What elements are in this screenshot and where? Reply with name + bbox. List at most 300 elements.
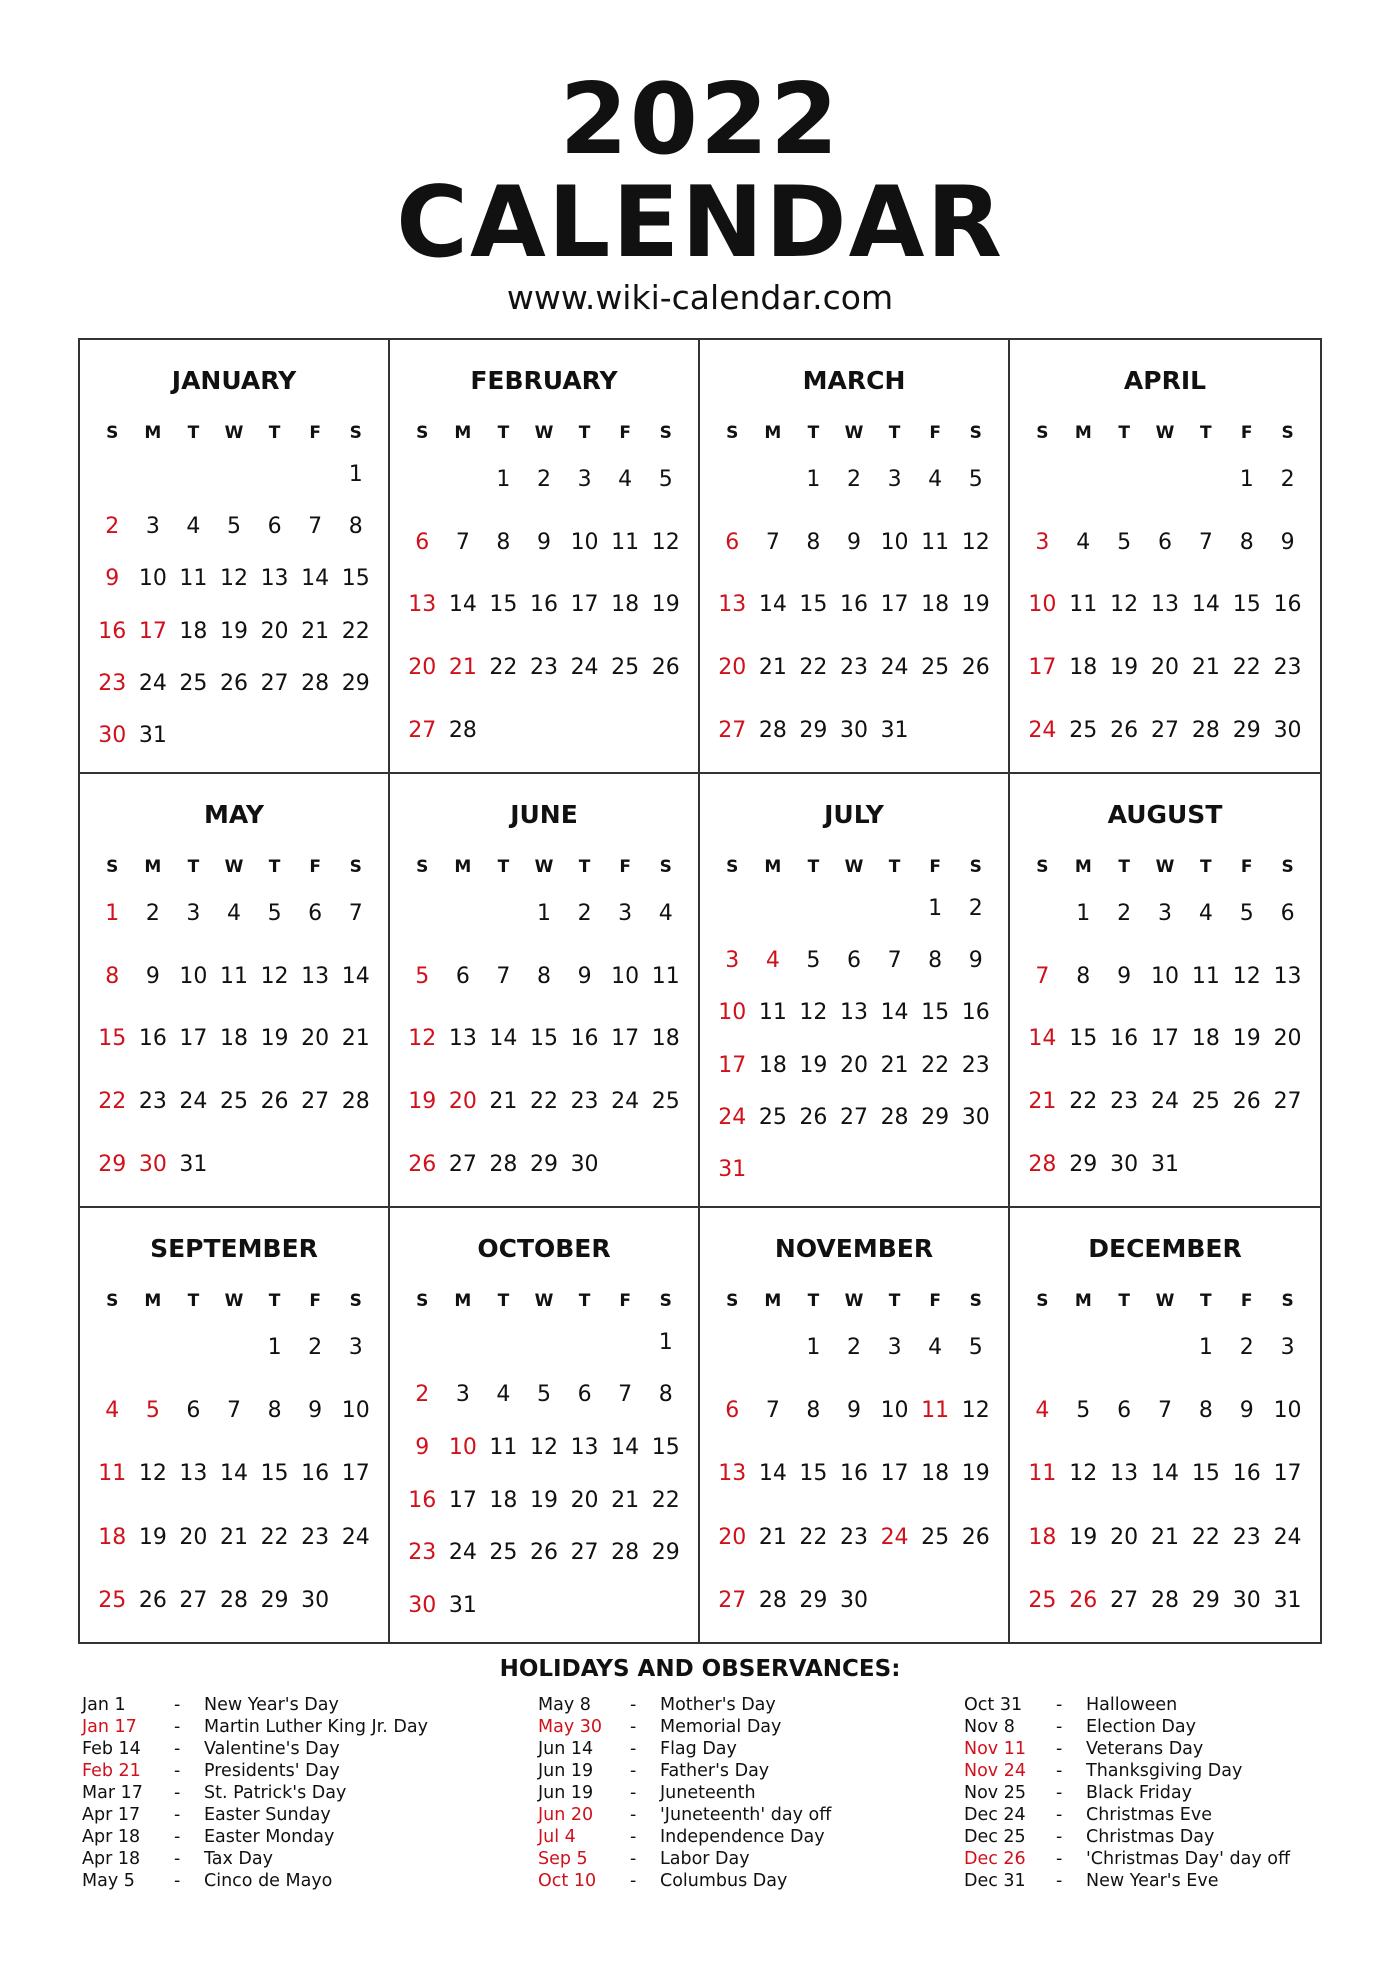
day-number: 11: [921, 1398, 950, 1424]
day-grid: [712, 1316, 996, 1632]
calendar-header: [0, 63, 1400, 318]
weekday-label: T: [807, 423, 820, 443]
empty-day: [133, 1316, 174, 1379]
day-number: 14: [758, 592, 787, 618]
day-number: 21: [448, 655, 477, 681]
day-number: 2: [1280, 466, 1295, 492]
holiday-row: [538, 1870, 938, 1892]
day-number: 14: [758, 1461, 787, 1487]
day-number: 29: [260, 1587, 289, 1613]
holiday-separator: -: [174, 1871, 181, 1891]
weekday-label: S: [1036, 423, 1049, 443]
holiday-name: Father's Day: [660, 1761, 770, 1781]
day-number: 11: [1191, 963, 1220, 989]
weekday-label: T: [497, 423, 510, 443]
holiday-separator: -: [1056, 1827, 1063, 1847]
month-april: [1010, 340, 1320, 774]
month-january: [80, 340, 390, 774]
day-number: 13: [179, 1461, 208, 1487]
weekday-label: M: [764, 1291, 782, 1311]
empty-day: [712, 448, 753, 511]
day-number: 14: [341, 963, 370, 989]
day-number: 27: [448, 1152, 477, 1178]
day-number: 20: [448, 1089, 477, 1115]
day-number: 3: [1035, 529, 1050, 555]
day-number: 28: [1191, 718, 1220, 744]
weekday-label: W: [224, 857, 244, 877]
day-number: 19: [961, 1461, 990, 1487]
day-number: 10: [570, 529, 599, 555]
holidays-column: [964, 1694, 1364, 1892]
day-number: 15: [1069, 1026, 1098, 1052]
weekday-label: T: [268, 1291, 281, 1311]
day-number: 26: [408, 1152, 437, 1178]
weekday-header: [1022, 854, 1308, 880]
day-number: 11: [651, 963, 680, 989]
empty-day: [443, 882, 484, 945]
day-number: 1: [806, 466, 821, 492]
holiday-name: Martin Luther King Jr. Day: [204, 1717, 428, 1737]
holiday-separator: -: [174, 1739, 181, 1759]
holiday-row: [964, 1738, 1364, 1760]
day-number: 17: [880, 592, 909, 618]
month-name: MAY: [204, 800, 264, 829]
holiday-separator: -: [174, 1849, 181, 1869]
day-number: 17: [1273, 1461, 1302, 1487]
month-name: JULY: [824, 800, 884, 829]
day-number: 8: [536, 963, 551, 989]
day-number: 16: [1110, 1026, 1139, 1052]
weekday-label: T: [187, 1291, 200, 1311]
weekday-label: S: [969, 1291, 982, 1311]
day-number: 26: [1110, 718, 1139, 744]
weekday-label: W: [844, 1291, 864, 1311]
holiday-date: Nov 25: [964, 1783, 1026, 1803]
day-number: 23: [408, 1540, 437, 1566]
weekday-label: S: [416, 1291, 429, 1311]
day-number: 13: [448, 1026, 477, 1052]
weekday-header: [1022, 1288, 1308, 1314]
day-number: 19: [260, 1026, 289, 1052]
day-number: 21: [219, 1524, 248, 1550]
day-number: 20: [718, 1524, 747, 1550]
weekday-label: T: [888, 857, 901, 877]
day-number: 13: [260, 566, 289, 592]
day-number: 1: [1076, 900, 1091, 926]
title-calendar: CALENDAR: [396, 166, 1004, 280]
holiday-name: Halloween: [1086, 1695, 1178, 1715]
day-number: 11: [758, 1000, 787, 1026]
holiday-separator: -: [1056, 1871, 1063, 1891]
holidays-title: HOLIDAYS AND OBSERVANCES:: [499, 1656, 901, 1682]
day-number: 3: [725, 947, 740, 973]
holiday-row: [538, 1826, 938, 1848]
day-number: 10: [880, 529, 909, 555]
month-name: DECEMBER: [1088, 1234, 1242, 1263]
day-number: 28: [758, 718, 787, 744]
weekday-label: S: [349, 857, 362, 877]
day-number: 13: [718, 1461, 747, 1487]
day-number: 17: [570, 592, 599, 618]
day-number: 24: [1150, 1089, 1179, 1115]
day-number: 13: [301, 963, 330, 989]
holiday-row: [964, 1782, 1364, 1804]
day-number: 7: [455, 529, 470, 555]
day-number: 8: [658, 1382, 673, 1408]
day-number: 27: [1273, 1089, 1302, 1115]
empty-day: [295, 448, 336, 500]
month-name: SEPTEMBER: [150, 1234, 318, 1263]
weekday-label: T: [578, 1291, 591, 1311]
holiday-date: Jun 19: [538, 1783, 594, 1803]
empty-day: [173, 1316, 214, 1379]
day-number: 6: [1117, 1398, 1132, 1424]
day-number: 27: [1110, 1587, 1139, 1613]
weekday-header: [92, 1288, 376, 1314]
day-number: 10: [880, 1398, 909, 1424]
holiday-date: Nov 11: [964, 1739, 1026, 1759]
day-number: 30: [138, 1152, 167, 1178]
day-number: 12: [408, 1026, 437, 1052]
day-number: 14: [1028, 1026, 1057, 1052]
holiday-name: Christmas Eve: [1086, 1805, 1212, 1825]
holiday-date: Apr 17: [82, 1805, 141, 1825]
day-number: 9: [308, 1398, 323, 1424]
holiday-separator: -: [630, 1695, 637, 1715]
weekday-label: W: [1155, 423, 1175, 443]
day-number: 27: [408, 718, 437, 744]
day-number: 2: [105, 513, 120, 539]
day-number: 19: [408, 1089, 437, 1115]
empty-day: [1145, 1316, 1186, 1379]
day-number: 13: [839, 1000, 868, 1026]
month-february: [390, 340, 700, 774]
day-grid: [92, 448, 376, 762]
holiday-row: [964, 1826, 1364, 1848]
day-number: 25: [98, 1587, 127, 1613]
weekday-label: W: [224, 423, 244, 443]
day-number: 26: [799, 1104, 828, 1130]
weekday-label: M: [454, 857, 472, 877]
empty-day: [753, 882, 794, 934]
day-number: 15: [341, 566, 370, 592]
day-number: 28: [758, 1587, 787, 1613]
month-name: JUNE: [510, 800, 578, 829]
weekday-label: W: [534, 857, 554, 877]
empty-day: [1022, 448, 1063, 511]
day-number: 6: [846, 947, 861, 973]
weekday-label: M: [764, 857, 782, 877]
day-number: 29: [529, 1152, 558, 1178]
day-number: 28: [880, 1104, 909, 1130]
weekday-label: T: [1200, 857, 1212, 877]
empty-day: [874, 882, 915, 934]
day-number: 31: [138, 723, 167, 749]
day-number: 6: [725, 1398, 740, 1424]
day-number: 22: [260, 1524, 289, 1550]
day-number: 2: [1239, 1335, 1254, 1361]
day-number: 13: [408, 592, 437, 618]
day-number: 21: [1191, 655, 1220, 681]
day-number: 25: [219, 1089, 248, 1115]
holiday-name: Independence Day: [660, 1827, 825, 1847]
day-number: 30: [839, 1587, 868, 1613]
day-number: 25: [489, 1540, 518, 1566]
day-number: 6: [1280, 900, 1295, 926]
weekday-label: T: [497, 1291, 510, 1311]
holiday-name: Valentine's Day: [204, 1739, 340, 1759]
day-number: 4: [658, 900, 673, 926]
weekday-label: M: [454, 423, 472, 443]
day-number: 11: [921, 529, 950, 555]
day-number: 18: [758, 1052, 787, 1078]
day-number: 4: [186, 513, 201, 539]
day-number: 17: [138, 618, 167, 644]
empty-day: [483, 882, 524, 945]
day-number: 11: [219, 963, 248, 989]
holiday-name: Cinco de Mayo: [204, 1871, 333, 1891]
weekday-label: F: [929, 423, 941, 443]
day-number: 14: [1150, 1461, 1179, 1487]
holiday-name: 'Juneteenth' day off: [660, 1805, 832, 1825]
month-october: [390, 1208, 700, 1642]
day-number: 28: [1028, 1152, 1057, 1178]
day-number: 15: [651, 1435, 680, 1461]
day-number: 25: [1191, 1089, 1220, 1115]
day-number: 9: [105, 566, 120, 592]
day-number: 15: [489, 592, 518, 618]
day-number: 2: [415, 1382, 430, 1408]
months-grid: [78, 338, 1322, 1644]
day-grid: [402, 448, 686, 762]
empty-day: [834, 882, 875, 934]
weekday-label: M: [144, 423, 162, 443]
day-number: 29: [799, 1587, 828, 1613]
day-number: 25: [611, 655, 640, 681]
day-number: 4: [928, 466, 943, 492]
day-number: 23: [138, 1089, 167, 1115]
empty-day: [712, 1316, 753, 1379]
day-number: 16: [98, 618, 127, 644]
day-number: 6: [1157, 529, 1172, 555]
holiday-row: [82, 1804, 482, 1826]
holiday-date: Oct 31: [964, 1695, 1023, 1715]
holiday-separator: -: [630, 1783, 637, 1803]
day-number: 10: [718, 1000, 747, 1026]
day-number: 2: [145, 900, 160, 926]
holiday-date: Jan 17: [82, 1717, 137, 1737]
holiday-name: St. Patrick's Day: [204, 1783, 347, 1803]
day-number: 15: [1232, 592, 1261, 618]
day-number: 31: [179, 1152, 208, 1178]
weekday-header: [402, 1288, 686, 1314]
day-number: 26: [651, 655, 680, 681]
day-number: 24: [1028, 718, 1057, 744]
day-number: 16: [961, 1000, 990, 1026]
weekday-label: W: [1155, 857, 1175, 877]
day-number: 12: [961, 529, 990, 555]
day-number: 18: [651, 1026, 680, 1052]
day-number: 23: [839, 1524, 868, 1550]
day-number: 11: [179, 566, 208, 592]
day-number: 22: [1232, 655, 1261, 681]
weekday-header: [712, 1288, 996, 1314]
day-number: 12: [1110, 592, 1139, 618]
day-number: 5: [806, 947, 821, 973]
day-number: 18: [921, 592, 950, 618]
holiday-separator: -: [630, 1761, 637, 1781]
holiday-row: [538, 1804, 938, 1826]
day-number: 22: [341, 618, 370, 644]
day-number: 13: [1110, 1461, 1139, 1487]
month-name: FEBRUARY: [470, 366, 618, 395]
day-number: 31: [1150, 1152, 1179, 1178]
holiday-name: Memorial Day: [660, 1717, 782, 1737]
holiday-name: Flag Day: [660, 1739, 737, 1759]
holiday-separator: -: [174, 1805, 181, 1825]
day-number: 3: [186, 900, 201, 926]
day-number: 6: [186, 1398, 201, 1424]
day-number: 4: [496, 1382, 511, 1408]
holiday-date: May 5: [82, 1871, 135, 1891]
empty-day: [753, 1316, 794, 1379]
day-number: 6: [577, 1382, 592, 1408]
day-number: 10: [448, 1435, 477, 1461]
day-number: 22: [489, 655, 518, 681]
holiday-row: [82, 1870, 482, 1892]
day-number: 1: [348, 461, 363, 487]
weekday-header: [402, 854, 686, 880]
day-number: 18: [921, 1461, 950, 1487]
holiday-row: [82, 1716, 482, 1738]
day-number: 2: [536, 466, 551, 492]
weekday-label: S: [416, 423, 429, 443]
day-number: 4: [105, 1398, 120, 1424]
empty-day: [133, 448, 174, 500]
month-march: [700, 340, 1010, 774]
day-number: 20: [1273, 1026, 1302, 1052]
day-number: 16: [839, 592, 868, 618]
day-number: 20: [570, 1487, 599, 1513]
day-number: 31: [448, 1593, 477, 1619]
day-number: 5: [658, 466, 673, 492]
day-number: 6: [455, 963, 470, 989]
empty-day: [173, 448, 214, 500]
day-number: 16: [1232, 1461, 1261, 1487]
day-number: 8: [1239, 529, 1254, 555]
day-number: 24: [448, 1540, 477, 1566]
day-number: 25: [921, 1524, 950, 1550]
day-number: 20: [1150, 655, 1179, 681]
day-number: 21: [1028, 1089, 1057, 1115]
day-number: 14: [611, 1435, 640, 1461]
weekday-label: S: [1281, 1291, 1294, 1311]
weekday-label: S: [659, 1291, 672, 1311]
day-number: 27: [718, 1587, 747, 1613]
day-number: 8: [105, 963, 120, 989]
day-number: 3: [455, 1382, 470, 1408]
day-number: 22: [1069, 1089, 1098, 1115]
day-number: 20: [718, 655, 747, 681]
day-number: 18: [1191, 1026, 1220, 1052]
weekday-label: W: [1155, 1291, 1175, 1311]
day-number: 26: [961, 655, 990, 681]
day-number: 25: [921, 655, 950, 681]
empty-day: [92, 1316, 133, 1379]
day-number: 20: [1110, 1524, 1139, 1550]
weekday-header: [712, 420, 996, 446]
day-number: 6: [267, 513, 282, 539]
weekday-label: M: [144, 857, 162, 877]
weekday-label: T: [888, 423, 901, 443]
day-number: 14: [489, 1026, 518, 1052]
day-number: 12: [799, 1000, 828, 1026]
month-name: OCTOBER: [477, 1234, 611, 1263]
day-number: 23: [98, 670, 127, 696]
day-number: 20: [408, 655, 437, 681]
holiday-separator: -: [174, 1827, 181, 1847]
day-number: 17: [448, 1487, 477, 1513]
empty-day: [605, 1316, 646, 1369]
day-number: 23: [529, 655, 558, 681]
day-number: 24: [718, 1104, 747, 1130]
day-number: 4: [1198, 900, 1213, 926]
day-number: 14: [880, 1000, 909, 1026]
day-number: 14: [301, 566, 330, 592]
day-number: 19: [138, 1524, 167, 1550]
holiday-row: [964, 1804, 1364, 1826]
empty-day: [1063, 1316, 1104, 1379]
day-number: 8: [496, 529, 511, 555]
day-grid: [1022, 882, 1308, 1196]
day-number: 22: [921, 1052, 950, 1078]
day-number: 7: [1157, 1398, 1172, 1424]
day-number: 1: [1239, 466, 1254, 492]
month-june: [390, 774, 700, 1208]
day-number: 5: [1239, 900, 1254, 926]
weekday-label: W: [534, 1291, 554, 1311]
empty-day: [1185, 448, 1226, 511]
day-number: 10: [611, 963, 640, 989]
holiday-row: [82, 1826, 482, 1848]
holiday-separator: -: [174, 1695, 181, 1715]
holiday-name: Columbus Day: [660, 1871, 788, 1891]
day-number: 7: [618, 1382, 633, 1408]
day-number: 26: [138, 1587, 167, 1613]
weekday-label: F: [619, 423, 631, 443]
day-number: 20: [839, 1052, 868, 1078]
holiday-separator: -: [1056, 1849, 1063, 1869]
day-grid: [712, 882, 996, 1196]
day-number: 11: [489, 1435, 518, 1461]
day-number: 17: [341, 1461, 370, 1487]
day-number: 1: [496, 466, 511, 492]
weekday-label: S: [106, 857, 119, 877]
day-number: 19: [1232, 1026, 1261, 1052]
day-number: 25: [651, 1089, 680, 1115]
weekday-header: [712, 854, 996, 880]
day-grid: [92, 1316, 376, 1632]
holiday-name: Veterans Day: [1086, 1739, 1204, 1759]
holiday-name: 'Christmas Day' day off: [1086, 1849, 1291, 1869]
empty-day: [254, 448, 295, 500]
holiday-name: Black Friday: [1086, 1783, 1192, 1803]
day-number: 25: [1028, 1587, 1057, 1613]
day-number: 3: [887, 466, 902, 492]
day-number: 4: [226, 900, 241, 926]
day-number: 19: [1069, 1524, 1098, 1550]
day-number: 8: [1198, 1398, 1213, 1424]
